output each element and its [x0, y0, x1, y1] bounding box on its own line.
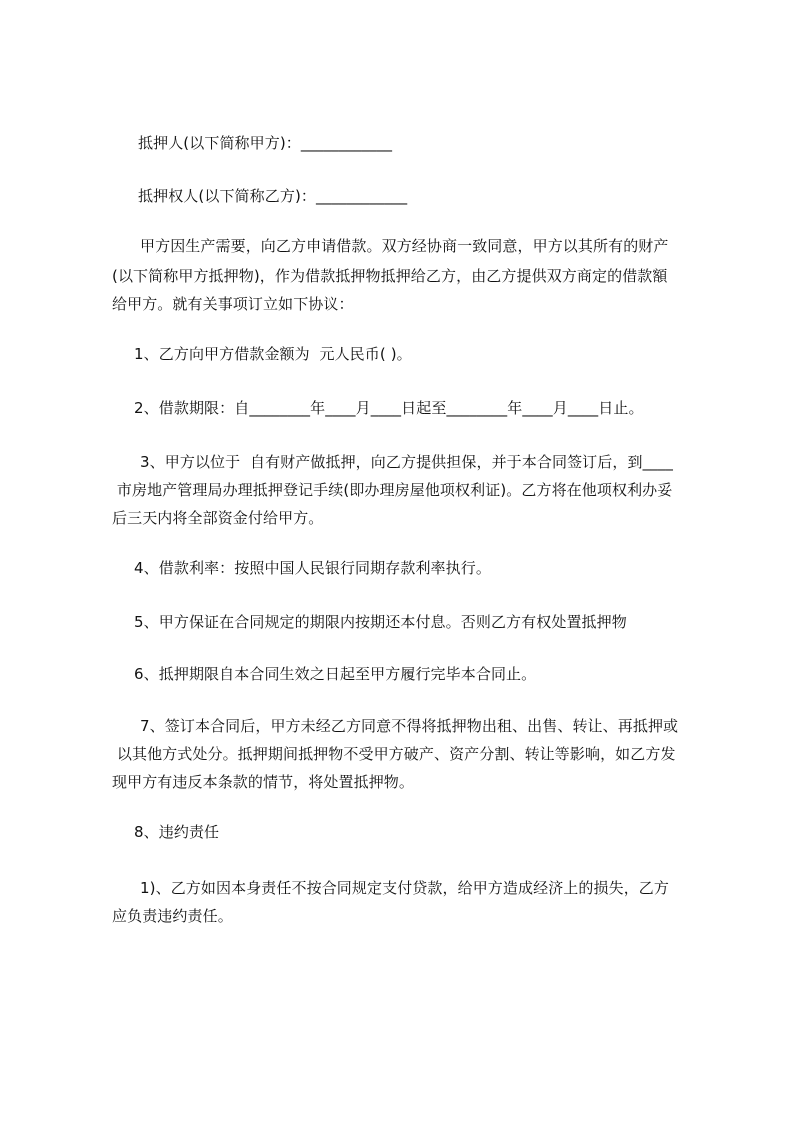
clause-8-1-line-1: 1)、乙方如因本身责任不按合同规定支付贷款，给甲方造成经济上的损失，乙方 — [140, 879, 669, 897]
clause-3-line-2: 市房地产管理局办理抵押登记手续(即办理房屋他项权利证)。乙方将在他项权利办妥 — [112, 481, 673, 499]
clause-7-line-3: 现甲方有违反本条款的情节，将处置抵押物。 — [112, 773, 415, 791]
clause-7-line-2: 以其他方式处分。抵押期间抵押物不受甲方破产、资产分割、转让等影响，如乙方发 — [112, 745, 676, 763]
clause-8-1-line-2: 应负责违约责任。 — [112, 907, 233, 925]
intro-paragraph-line-3: 给甲方。就有关事项订立如下协议： — [112, 295, 354, 313]
clause-4: 4、借款利率：按照中国人民银行同期存款利率执行。 — [134, 559, 491, 577]
clause-3-line-3: 后三天内将全部资金付给甲方。 — [112, 509, 324, 527]
clause-8-heading: 8、违约责任 — [134, 823, 220, 841]
clause-5: 5、甲方保证在合同规定的期限内按期还本付息。否则乙方有权处置抵押物 — [134, 613, 627, 631]
clause-2: 2、借款期限：自________年____月____日起至________年____月____日止。 — [134, 399, 644, 417]
clause-3-line-1: 3、甲方以位于 自有财产做抵押，向乙方提供担保，并于本合同签订后，到____ — [140, 453, 673, 471]
mortgagor-line: 抵押人(以下简称甲方)：____________ — [138, 134, 393, 152]
intro-paragraph-line-1: 甲方因生产需要，向乙方申请借款。双方经协商一致同意，甲方以其所有的财产 — [140, 237, 669, 255]
mortgagee-line: 抵押权人(以下简称乙方)：____________ — [138, 187, 408, 205]
clause-7-line-1: 7、签订本合同后，甲方未经乙方同意不得将抵押物出租、出售、转让、再抵押或 — [140, 717, 679, 735]
clause-6: 6、抵押期限自本合同生效之日起至甲方履行完毕本合同止。 — [134, 665, 537, 683]
clause-1: 1、乙方向甲方借款金额为 元人民币( )。 — [134, 345, 412, 363]
intro-paragraph-line-2: (以下简称甲方抵押物)，作为借款抵押物抵押给乙方，由乙方提供双方商定的借款額 — [112, 267, 668, 285]
